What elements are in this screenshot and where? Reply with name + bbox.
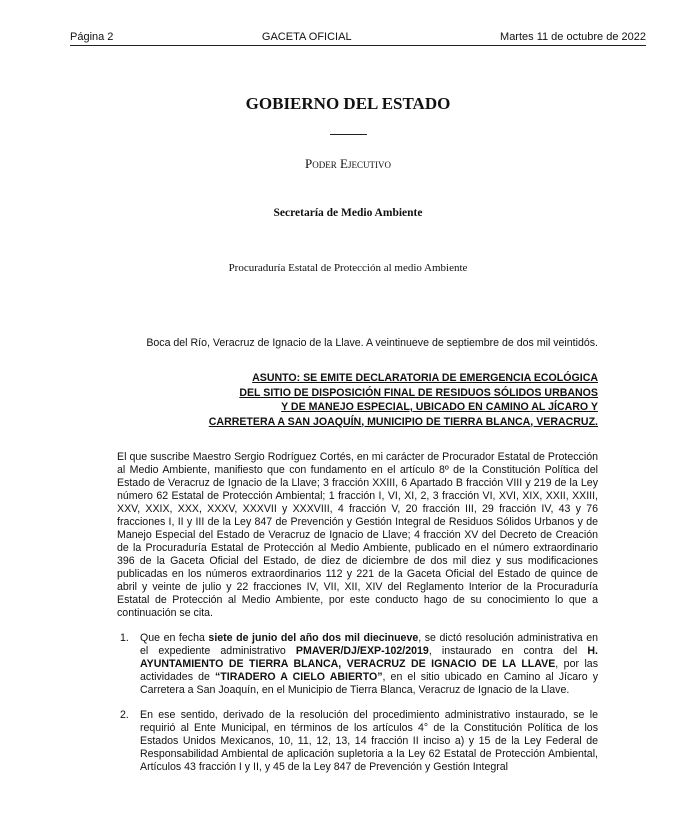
text-run: , se dictó resolución administrativa en el expediente administrativo bbox=[140, 632, 598, 657]
subject-line: DEL SITIO DE DISPOSICIÓN FINAL DE RESIDUOS SÓLIDOS URBANOS bbox=[239, 386, 598, 399]
office-heading: Procuraduría Estatal de Protección al medio Ambiente bbox=[228, 262, 468, 274]
secretariat-heading: Secretaría de Medio Ambiente bbox=[273, 207, 423, 219]
text-run: , en el sitio ubicado en Camino al Jícaro y Carretera a San Joaquín, en el Municipio de Tierra Blanca, Veracruz de Ignacio de la Llave. bbox=[140, 671, 598, 696]
list-text: En ese sentido, derivado de la resolución del procedimiento administrativo instaurado, se le requirió al Ente Municipal, en términos de los artículos 4° de la Constitución Política de los Estados Unidos Mexicanos, 10, 11, 12, 13, 14 fracción II inciso a) y 15 de la Ley Federal de Responsabilidad Ambiental de aplicación supletoria a la Ley 62 Estatal de Protección Ambiental, Artículos 43 fracción I y II, y 45 de la Ley 847 de Prevención y Gestión Integral bbox=[140, 709, 598, 773]
subject-line: ASUNTO: SE EMITE DECLARATORIA DE EMERGENCIA ECOLÓGICA bbox=[252, 372, 598, 384]
subject-line: Y DE MANEJO ESPECIAL, UBICADO EN CAMINO AL JÍCARO Y bbox=[281, 401, 598, 413]
branch-heading: Poder Ejecutivo bbox=[305, 156, 391, 171]
subject bbox=[209, 371, 598, 429]
document-title: GOBIERNO DEL ESTADO bbox=[245, 94, 451, 113]
list-item bbox=[117, 632, 598, 697]
text-run: , instaurado en contra del bbox=[428, 645, 588, 657]
bold-activity: “TIRADERO A CIELO ABIERTO” bbox=[214, 671, 383, 683]
document-body bbox=[117, 451, 598, 794]
place-date: Boca del Río, Veracruz de Ignacio de la Llave. A veintinueve de septiembre de dos mil veintidós. bbox=[146, 337, 598, 349]
list-text bbox=[140, 632, 598, 697]
bold-file-number: PMAVER/DJ/EXP-102/2019 bbox=[295, 645, 429, 657]
subject-line: CARRETERA A SAN JOAQUÍN, MUNICIPIO DE TIERRA BLANCA, VERACRUZ. bbox=[208, 415, 598, 428]
text-run: Que en fecha bbox=[140, 632, 209, 644]
intro-paragraph: El que suscribe Maestro Sergio Rodríguez Cortés, en mi carácter de Procurador Estatal de Protección al Medio Ambiente, manifiesto que con fundamento en el artículo 8º de la Constitución Política del Estado de Veracruz de Ignacio de la Llave; 3 fracción XXIII, 6 Apartado B fracción VIII y 219 de la Ley número 62 Estatal de Protección Ambiental; 1 fracción I, VI, XI, 2, 3 fracción VI, XVI, XIX, XXII, XXIII, XXV, XXIX, XXX, XXXV, XXXVII y XXXVIII, 4 fracción V, 20 fracción III, 29 fracción IV, 43 y 76 fracciones I, II y III de la Ley 847 de Prevención y Gestión Integral de Residuos Sólidos Urbanos y de Manejo Especial del Estado de Veracruz de Ignacio de Llave; 4 fracción XV del Decreto de Creación de la Procuraduría Estatal de Protección al Medio Ambiente, publicado en el número extraordinario 396 de la Gaceta Oficial del Estado, de diez de diciembre de dos mil diez y sus modificaciones publicadas en los números extraordinarios 112 y 221 de la Gaceta Oficial del Estado de quince de abril y veinte de julio y 22 fracciones IV, VII, XII, XIV del Reglamento Interior de la Procuraduría Estatal de Protección al Medio Ambiente, por este conducto hago de su conocimiento lo que a continuación se cita. bbox=[117, 451, 598, 619]
publication-date: Martes 11 de octubre de 2022 bbox=[500, 31, 646, 43]
bold-date: siete de junio del año dos mil diecinueve bbox=[208, 632, 419, 644]
page-header bbox=[70, 28, 646, 46]
text-run: , por las actividades de bbox=[140, 658, 598, 683]
publication-name: GACETA OFICIAL bbox=[261, 31, 352, 43]
list-number: 2. bbox=[120, 709, 129, 721]
list-number: 1. bbox=[120, 632, 129, 644]
bold-entity: H. AYUNTAMIENTO DE TIERRA BLANCA, VERACRUZ DE IGNACIO DE LA LLAVE bbox=[140, 645, 598, 670]
divider bbox=[330, 134, 367, 135]
page-number: Página 2 bbox=[70, 31, 114, 43]
list-item bbox=[117, 709, 598, 774]
